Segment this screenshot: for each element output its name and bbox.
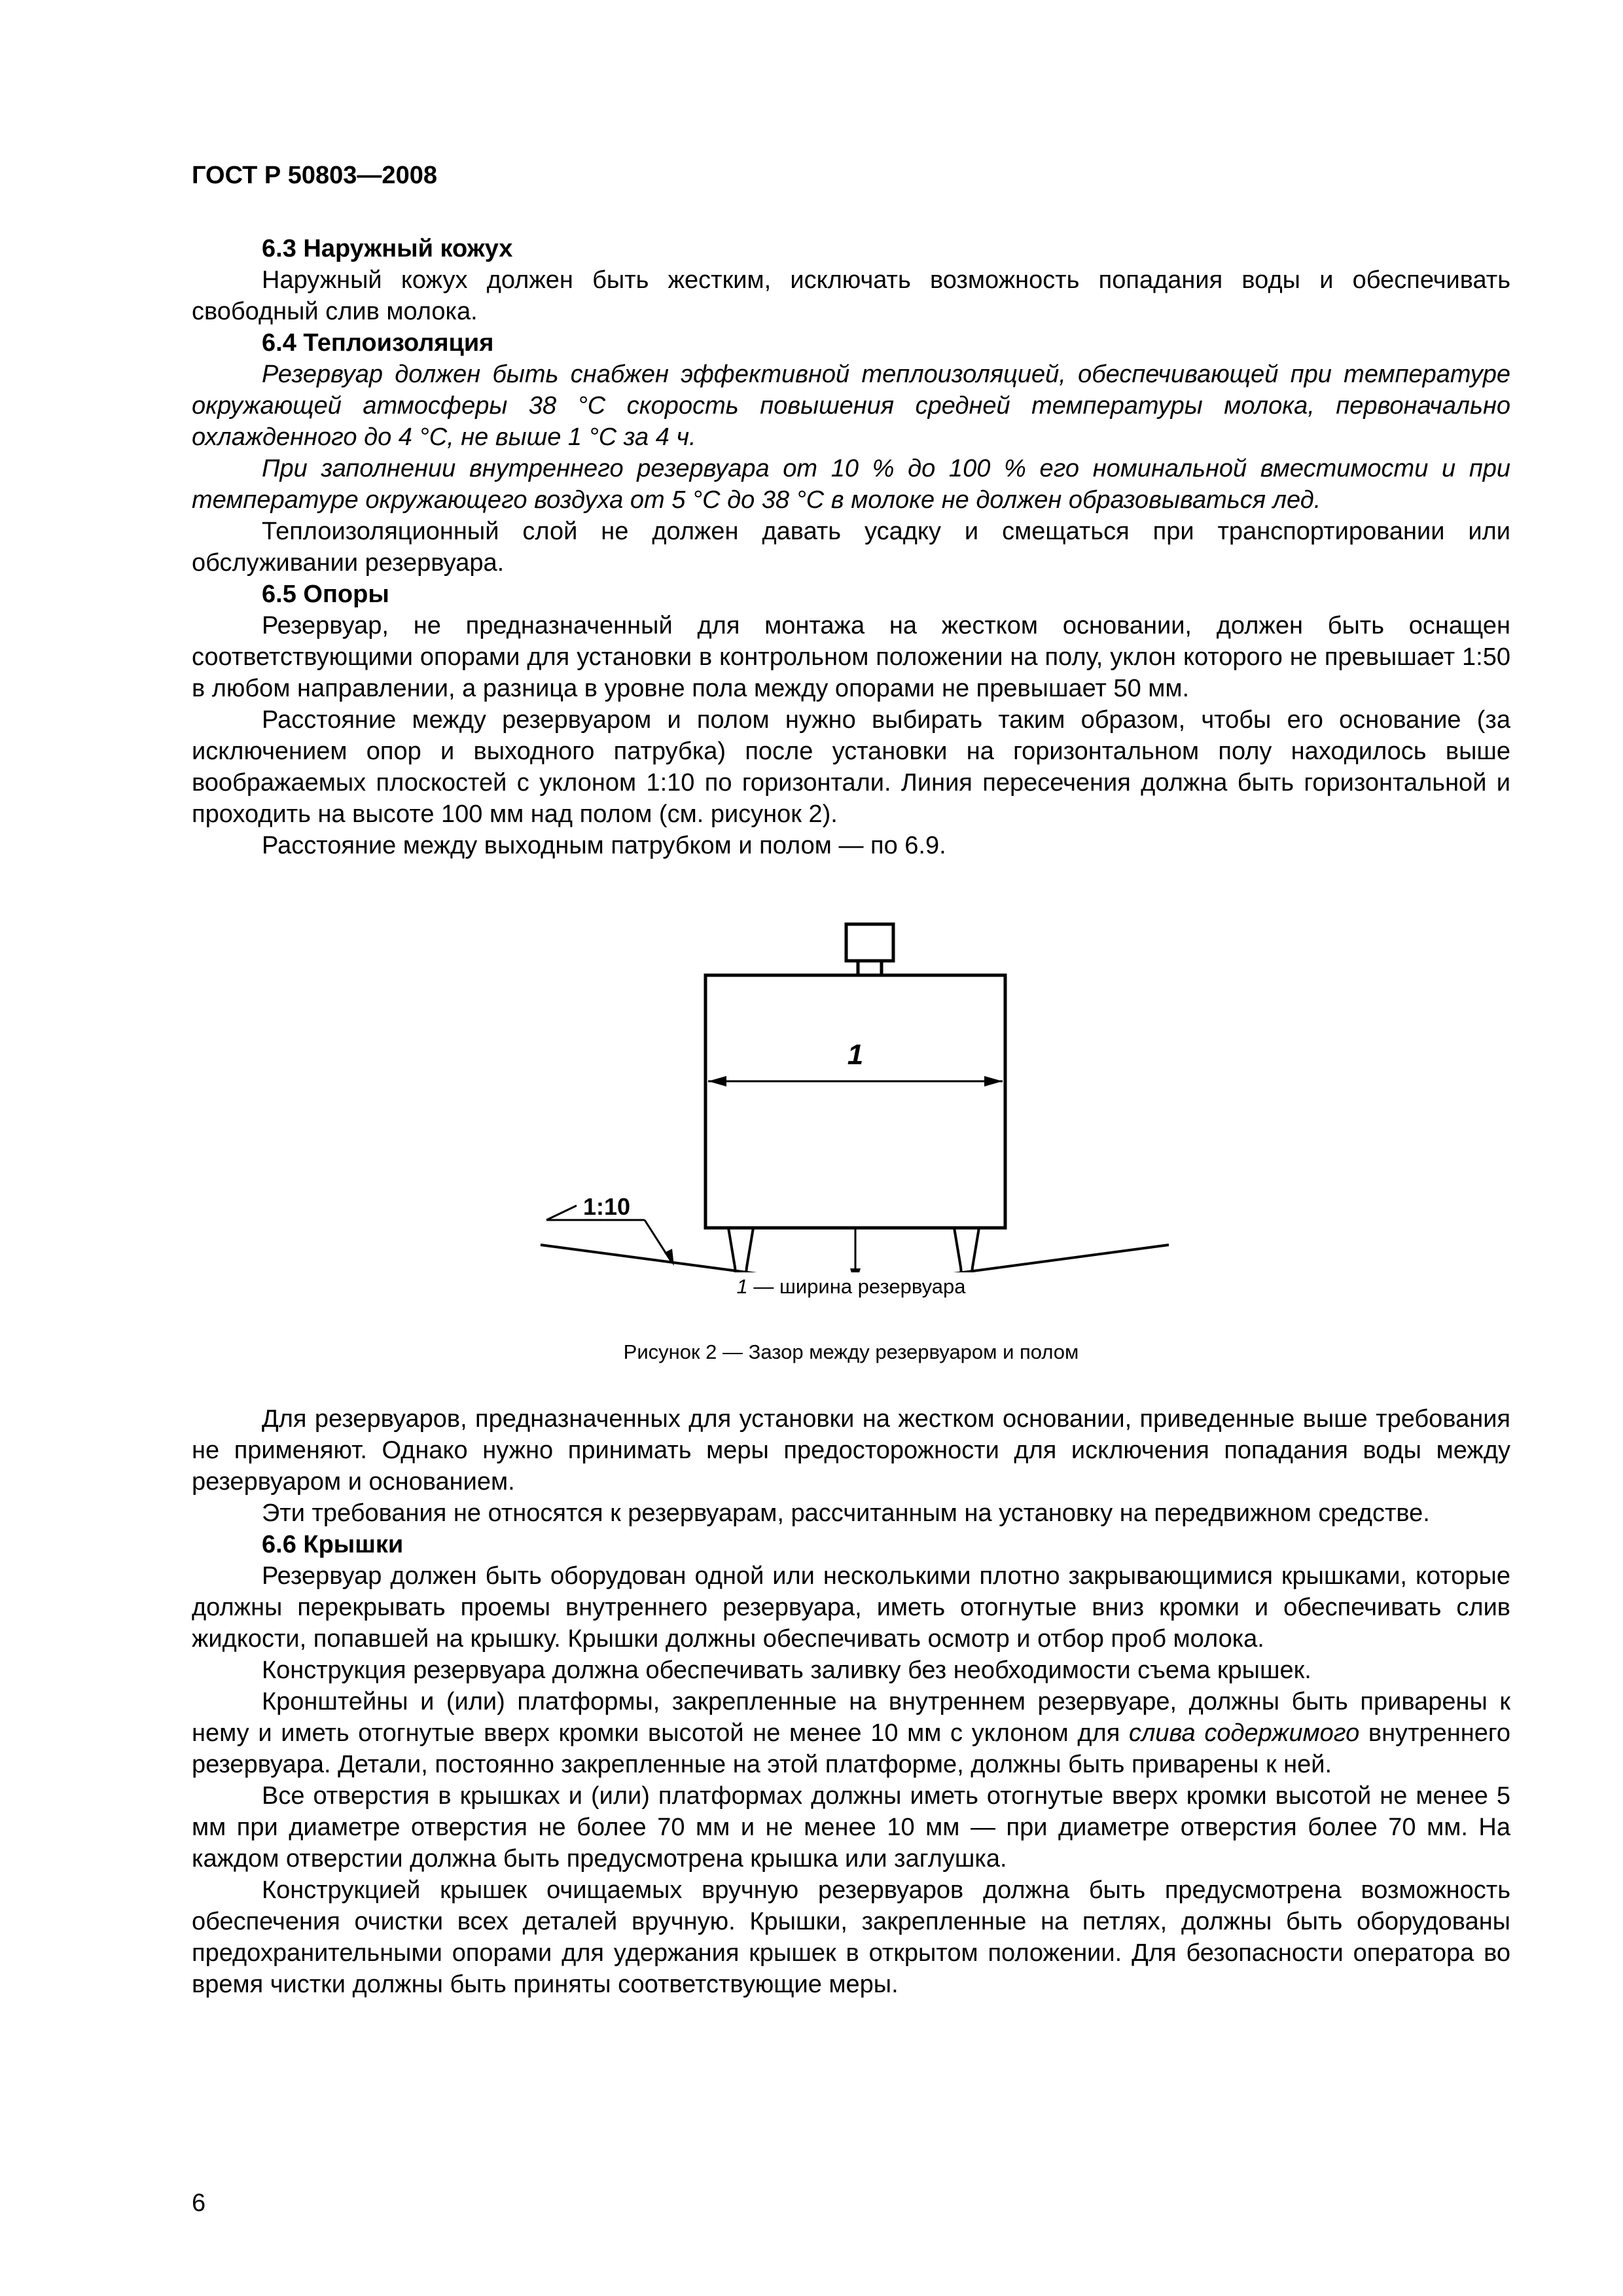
section-6-4-paragraph-3: Теплоизоляционный слой не должен давать усадку и смещаться при транспортировании или обслуживании резервуара. (192, 518, 1510, 577)
section-6-3-title: 6.3 Наружный кожух (262, 235, 513, 262)
tank-top-fitting (846, 924, 893, 961)
section-6-6-paragraph-2: Конструкция резервуара должна обеспечивать заливку без необходимости съема крышек. (262, 1657, 1311, 1684)
section-6-6-paragraph-3 (192, 1686, 1510, 1780)
section-6-6-paragraph-1: Резервуар должен быть оборудован одной или несколькими плотно закрывающимися крышками, которые должны перекрывать проемы внутреннего резервуара, иметь отогнутые вниз кромки и обеспечивать слив жидкости, попавшей на крышку. Крышки должны обеспечивать осмотр и отбор проб молока. (192, 1562, 1510, 1653)
tank-leg-left (728, 1228, 753, 1272)
section-6-4-paragraph-2: При заполнении внутреннего резервуара от 10 % до 100 % его номинальной вместимости и при температуре окружающего воздуха от 5 °С до 38 °С в молоке не должен образовываться лед. (192, 455, 1510, 514)
slope-plane-left (541, 1245, 855, 1272)
page-number: 6 (192, 2189, 206, 2217)
figure-legend (192, 1274, 1510, 1300)
slope-label: 1:10 (583, 1193, 631, 1220)
section-6-5-paragraph-2: Расстояние между резервуаром и полом нужно выбирать таким образом, чтобы его основание (за исключением опор и выходного патрубка) после установки на горизонтальном полу находилось выше воображаемых плоскостей с уклоном 1:10 по горизонтали. Линия пересечения должна быть горизонтальной и проходить на высоте 100 мм над полом (см. рисунок 2). (192, 706, 1510, 828)
paragraph-3-part-2: внутреннего резервуара. Детали, постоянно закрепленные на этой платформе, должны быть приварены к ней. (192, 1719, 1510, 1778)
section-6-6-paragraph-5: Конструкцией крышек очищаемых вручную резервуаров должна быть предусмотрена возможность обеспечения очистки всех деталей вручную. Крышки, закрепленные на петлях, должны быть оборудованы предохранительными опорами для удержания крышек в открытом положении. Для безопасности оператора во время чистки должны быть приняты соответствующие меры. (192, 1876, 1510, 1998)
section-6-5-paragraph-1: Резервуар, не предназначенный для монтажа на жестком основании, должен быть оснащен соответствующими опорами для установки в контрольном положении на полу, уклон которого не превышает 1:50 в любом направлении, а разница в уровне пола между опорами не превышает 50 мм. (192, 612, 1510, 702)
figure-2 (192, 867, 1510, 1403)
section-6-4-title: 6.4 Теплоизоляция (262, 329, 494, 357)
document-id: ГОСТ Р 50803—2008 (192, 162, 437, 189)
section-6-3-paragraph: Наружный кожух должен быть жестким, исключать возможность попадания воды и обеспечивать свободный слив молока. (192, 266, 1510, 325)
width-dimension-label: 1 (847, 1039, 864, 1071)
tank-body (705, 975, 1005, 1228)
page-content (192, 160, 1510, 2000)
section-6-6-title: 6.6 Крышки (262, 1531, 404, 1558)
slope-plane-right (855, 1245, 1169, 1272)
section-6-5-paragraph-4: Для резервуаров, предназначенных для установки на жестком основании, приведенные выше требования не применяют. Однако нужно принимать меры предосторожности для исключения попадания воды между резервуаром и основанием. (192, 1405, 1510, 1496)
paragraph-3-italic: слива содержимого (1128, 1719, 1360, 1747)
figure-caption: Рисунок 2 — Зазор между резервуаром и полом (623, 1340, 1079, 1363)
section-6-5-title: 6.5 Опоры (262, 581, 389, 608)
section-6-5-paragraph-5: Эти требования не относятся к резервуарам, рассчитанным на установку на передвижном средстве. (262, 1499, 1430, 1527)
section-6-4-paragraph-1: Резервуар должен быть снабжен эффективной теплоизоляцией, обеспечивающей при температуре окружающей атмосферы 38 °С скорость повышения средней температуры молока, первоначально охлажденного до 4 °С, не выше 1 °С за 4 ч. (192, 361, 1510, 451)
figure-legend-text: — ширина резервуара (747, 1275, 966, 1298)
section-6-6-paragraph-4: Все отверстия в крышках и (или) платформах должны иметь отогнутые вверх кромки высотой не менее 5 мм при диаметре отверстия не более 70 мм и не менее 10 мм — при диаметре отверстия более 70 мм. На каждом отверстии должна быть предусмотрена крышка или заглушка. (192, 1782, 1510, 1873)
figure-legend-number: 1 (736, 1275, 748, 1298)
tank-leg-right (954, 1228, 979, 1272)
section-6-5-paragraph-3: Расстояние между выходным патрубком и полом — по 6.9. (262, 832, 946, 859)
tank-gap-diagram (192, 867, 1510, 1272)
paragraph-3-part-1: Кронштейны и (или) платформы, закрепленные на внутреннем резервуаре, должны быть приварены к нему и иметь отогнутые вверх кромки высотой не менее 10 мм с уклоном для (192, 1688, 1510, 1747)
